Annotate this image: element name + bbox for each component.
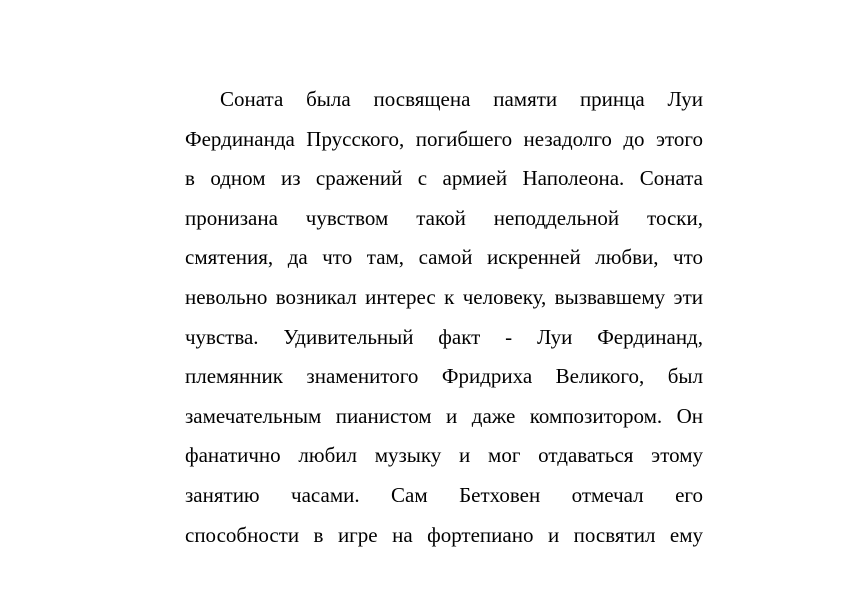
text-line: пронизана чувством такой неподдельной тоски, (185, 205, 703, 230)
text-line: Соната была посвящена памяти принца Луи (220, 87, 703, 111)
text-line: смятения, да что там, самой искренней любви, что (185, 245, 703, 270)
text-line: фанатично любил музыку и мог отдаваться этому (185, 443, 703, 468)
text-line: чувства. Удивительный факт - Луи Фердинанд, (185, 324, 703, 349)
text-line: племянник знаменитого Фридриха Великого, был (185, 364, 703, 389)
body-paragraph (185, 80, 703, 555)
text-line: невольно возникал интерес к человеку, вызвавшему эти (185, 284, 703, 309)
text-line: в одном из сражений с армией Наполеона. Соната (185, 166, 703, 191)
text-line: занятию часами. Сам Бетховен отмечал его (185, 482, 703, 507)
text-line: способности в игре на фортепиано и посвятил ему (185, 522, 703, 547)
text-line: замечательным пианистом и даже композитором. Он (185, 403, 703, 428)
text-line: Фердинанда Прусского, погибшего незадолго до этого (185, 126, 703, 151)
